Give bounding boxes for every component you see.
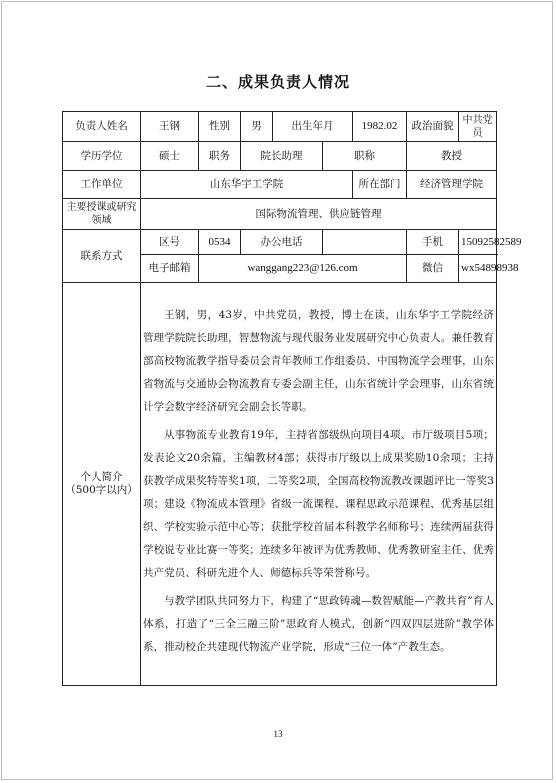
birth-label: 出生年月 bbox=[273, 112, 353, 142]
mobile-value: 15092582589 bbox=[459, 230, 497, 255]
bio-label-cell bbox=[63, 283, 141, 686]
bio-paragraph: 从事物流专业教育19年，主持省部级纵向项目4项、市厅级项目5项；发表论文20余篇，主编教材4部；获得市厅级以上成果奖励10余项；主持获教学成果奖特等奖1项，二等奖2项，全国高校物流教改课题评比一等奖3项；建设《物流成本管理》省级一流课程、课程思政示范课程、优秀基层组织、学校实验示范中心等；获批学校首届本科教学名师称号；连续两届获得学校说专业比赛一等奖；连续多年被评为优秀教师、优秀教研室主任、优秀共产党员、科研先进个人、师德标兵等荣誉称号。 bbox=[143, 429, 494, 579]
workplace-label: 工作单位 bbox=[63, 171, 141, 199]
bio-label: 个人简介 bbox=[80, 471, 123, 483]
mobile-label: 手机 bbox=[407, 230, 459, 255]
row-research-field bbox=[63, 199, 497, 230]
area-code-label: 区号 bbox=[141, 230, 199, 255]
row-education bbox=[63, 142, 497, 171]
office-phone-label: 办公电话 bbox=[241, 230, 323, 255]
department-value: 经济管理学院 bbox=[407, 171, 497, 199]
name-value: 王钢 bbox=[141, 112, 199, 142]
position-value: 院长助理 bbox=[241, 142, 323, 171]
position-label: 职务 bbox=[199, 142, 241, 171]
row-basic bbox=[63, 112, 497, 142]
row-workplace bbox=[63, 171, 497, 199]
political-value: 中共党员 bbox=[459, 112, 497, 142]
professional-title-value: 教授 bbox=[407, 142, 497, 171]
gender-value: 男 bbox=[241, 112, 273, 142]
political-label: 政治面貌 bbox=[407, 112, 459, 142]
professional-title-label: 职称 bbox=[323, 142, 407, 171]
row-contact-1 bbox=[63, 230, 497, 255]
wechat-label: 微信 bbox=[407, 255, 459, 283]
bio-paragraph: 与教学团队共同努力下，构建了“思政铸魂—数智赋能—产教共育”育人体系，打造了“三全三融三阶”思政育人模式，创新“四双四层进阶”教学体系，推动校企共建现代物流产业学院，形成“三位一体”产教生态。 bbox=[143, 595, 494, 653]
email-value: wanggang223@126.com bbox=[199, 255, 407, 283]
contact-label: 联系方式 bbox=[63, 230, 141, 283]
office-phone-value bbox=[323, 230, 407, 255]
wechat-value: wx54898938 bbox=[459, 255, 497, 283]
row-bio bbox=[63, 283, 497, 686]
page-number: 13 bbox=[273, 729, 283, 739]
gender-label: 性别 bbox=[199, 112, 241, 142]
info-table bbox=[62, 111, 522, 686]
bio-label-note: （500字以内） bbox=[65, 484, 138, 496]
bio-content bbox=[141, 283, 497, 686]
department-label: 所在部门 bbox=[353, 171, 407, 199]
email-label: 电子邮箱 bbox=[141, 255, 199, 283]
degree-value: 硕士 bbox=[141, 142, 199, 171]
section-title: 二、成果负责人情况 bbox=[205, 73, 350, 91]
degree-label: 学历学位 bbox=[63, 142, 141, 171]
research-field-value: 国际物流管理、供应链管理 bbox=[141, 199, 497, 230]
bio-paragraph: 王钢，男，43岁，中共党员，教授，博士在读，山东华宇工学院经济管理学院院长助理，智慧物流与现代服务业发展研究中心负责人。兼任教育部高校物流教学指导委员会青年教师工作组委员、中国物流学会理事，山东省物流与交通协会物流教育专委会副主任，山东省统计学会理事，山东省统计学会数字经济研究会副会长等职。 bbox=[143, 309, 494, 413]
birth-value: 1982.02 bbox=[353, 112, 407, 142]
workplace-value: 山东华宇工学院 bbox=[141, 171, 353, 199]
name-label: 负责人姓名 bbox=[63, 112, 141, 142]
area-code-value: 0534 bbox=[199, 230, 241, 255]
research-field-label: 主要授课或研究领域 bbox=[63, 199, 141, 230]
